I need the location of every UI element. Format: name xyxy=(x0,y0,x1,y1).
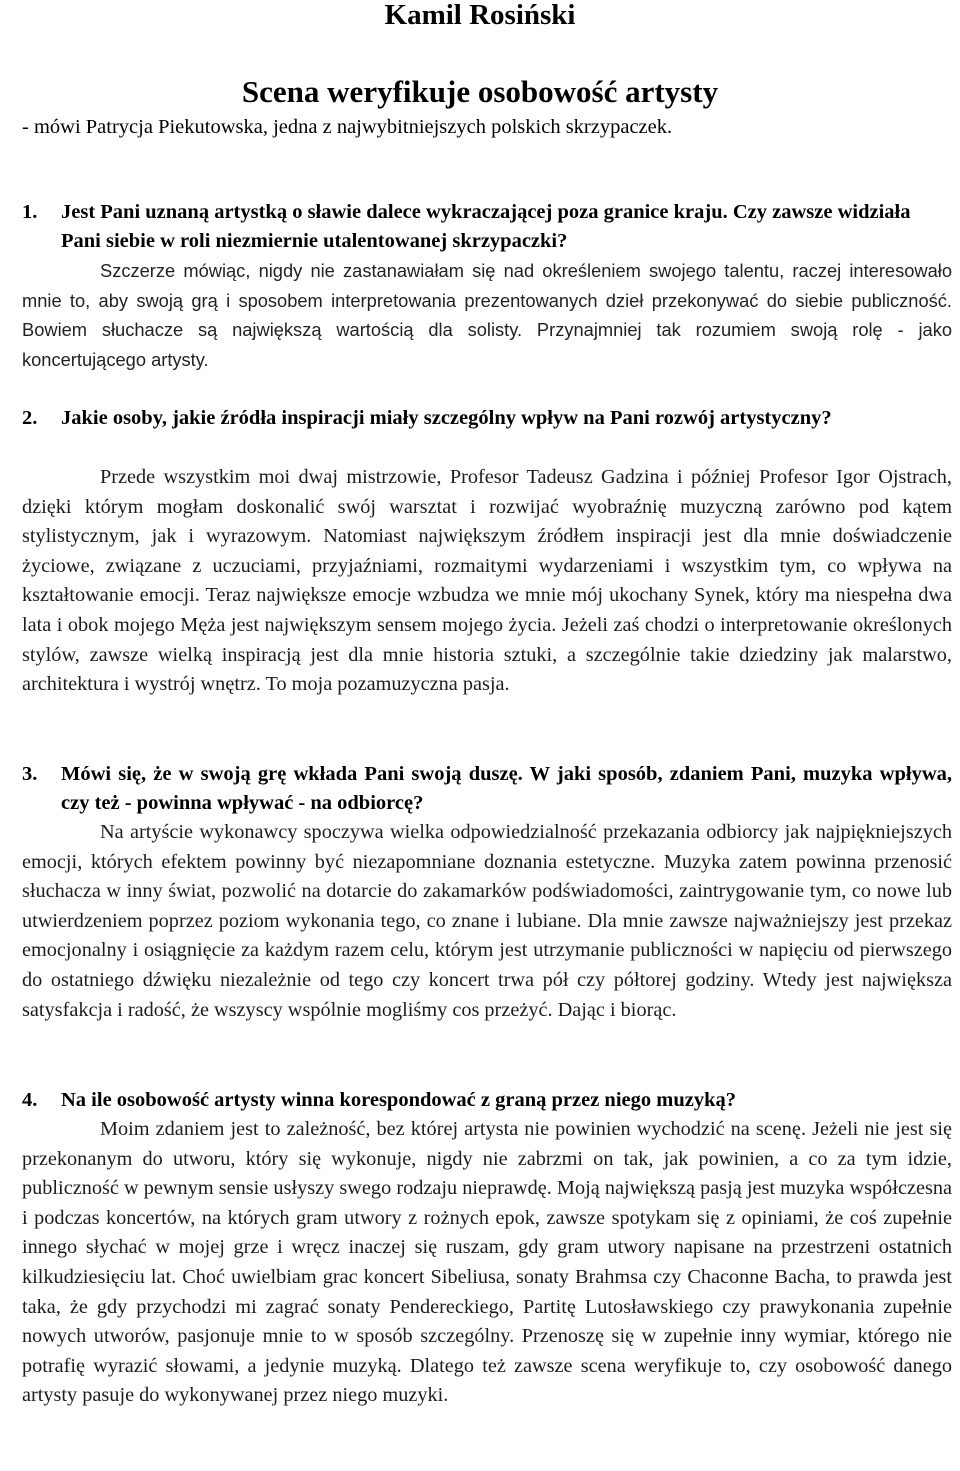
question-3 xyxy=(22,760,952,818)
question-number: 1. xyxy=(22,201,38,223)
question-4 xyxy=(22,1086,952,1115)
author-name: Kamil Rosiński xyxy=(384,0,576,31)
answer-2: Przede wszystkim moi dwaj mistrzowie, Profesor Tadeusz Gadzina i później Profesor Igor Ojstrach, dzięki którym mogłam doskonalić swój warsztat i rozwijać wyobraźnię muzyczną zarówno pod kątem stylistycznym, jak i wyrazowym. Natomiast największym źródłem inspiracji jest dla mnie doświadczenie życiowe, związane z uczuciami, przyjaźniami, rozmaitymi wydarzeniami i wszystkim tym, co wpływa na kształtowanie emocji. Teraz największe emocje wzbudza we mnie mój ukochany Synek, który ma niespełna dwa lata i obok mojego Męża jest największym sensem mojego życia. Jeżeli zaś chodzi o interpretowanie określonych stylów, zawsze wielką inspiracją jest dla mnie historia sztuki, a szczególnie takie dziedziny jak malarstwo, architektura i wystrój wnętrz. To moja pozamuzyczna pasja. xyxy=(22,466,952,696)
answer-1: Szczerze mówiąc, nigdy nie zastanawiałam się nad określeniem swojego talentu, raczej interesowało mnie to, aby swoją grą i sposobem interpretowania prezentowanych dzieł przekonywać do siebie publiczność. Bowiem słuchacze są największą wartością dla solisty. Przynajmniej tak rozumiem swoją rolę - jako koncertującego artysty. xyxy=(22,260,952,370)
question-text: Jest Pani uznaną artystką o sławie dalece wykraczającej poza granice kraju. Czy zawsze widziała Pani siebie w roli niezmiernie utalentowanej skrzypaczki? xyxy=(61,201,911,252)
question-text: Na ile osobowość artysty winna korespondować z graną przez niego muzyką? xyxy=(61,1089,736,1111)
article-title: Scena weryfikuje osobowość artysty xyxy=(241,74,719,109)
question-number: 3. xyxy=(22,763,38,785)
answer-4: Moim zdaniem jest to zależność, bez której artysta nie powinien wychodzić na scenę. Jeżeli nie jest się przekonanym do utworu, który się wykonuje, nigdy nie zabrzmi on tak, jak powinien, a co za tym idzie, publiczność w pewnym sensie usłyszy swego rodzaju nieprawdę. Moją największą pasją jest muzyka współczesna i podczas koncertów, na których gram utwory z rożnych epok, zawsze spotykam się z opiniami, że coś zupełnie innego słychać w mojej grze i wręcz inaczej się ruszam, gdy gram utwory napisane na przestrzeni ostatnich kilkudziesięciu lat. Choć uwielbiam grac koncert Sibeliusa, sonaty Brahmsa czy Chaconne Bacha, to prawda jest taka, że gdy przychodzi mi zagrać sonaty Pendereckiego, Partitę Lutosławskiego czy prawykonania zupełnie nowych utworów, pasjonuje mnie to w sposób szczególny. Przenoszę się w zupełnie inny wymiar, którego nie potrafię wyrazić słowami, a jedynie muzyką. Dlatego też zawsze scena weryfikuje to, czy osobowość danego artysty pasuje do wykonywanej przez niego muzyki. xyxy=(22,1118,952,1407)
question-number: 2. xyxy=(22,407,38,429)
article-subtitle: - mówi Patrycja Piekutowska, jedna z najwybitniejszych polskich skrzypaczek. xyxy=(22,116,673,138)
question-1 xyxy=(22,198,952,256)
question-number: 4. xyxy=(22,1089,38,1111)
question-2 xyxy=(22,404,952,433)
question-text: Jakie osoby, jakie źródła inspiracji miały szczególny wpływ na Pani rozwój artystyczny? xyxy=(61,407,832,429)
question-text: Mówi się, że w swoją grę wkłada Pani swoją duszę. W jaki sposób, zdaniem Pani, muzyka wpływa, czy też - powinna wpływać - na odbiorcę? xyxy=(61,763,952,814)
answer-3: Na artyście wykonawcy spoczywa wielka odpowiedzialność przekazania odbiorcy jak najpiękniejszych emocji, których efektem powinny być niezapomniane doznania estetyczne. Muzyka zatem powinna przenosić słuchacza w inny świat, pozwolić na dotarcie do zakamarków podświadomości, zaintrygowanie tym, co nowe lub utwierdzeniem poprzez poziom wykonania tego, co znane i lubiane. Dla mnie zawsze najważniejszy jest przekaz emocjonalny i osiągnięcie za każdym razem celu, którym jest utrzymanie publiczności w napięciu od pierwszego do ostatniego dźwięku niezależnie od tego czy koncert trwa pół czy półtorej godziny. Wtedy jest największa satysfakcja i radość, że wszyscy wspólnie mogliśmy cos przeżyć. Dając i biorąc. xyxy=(22,821,952,1021)
